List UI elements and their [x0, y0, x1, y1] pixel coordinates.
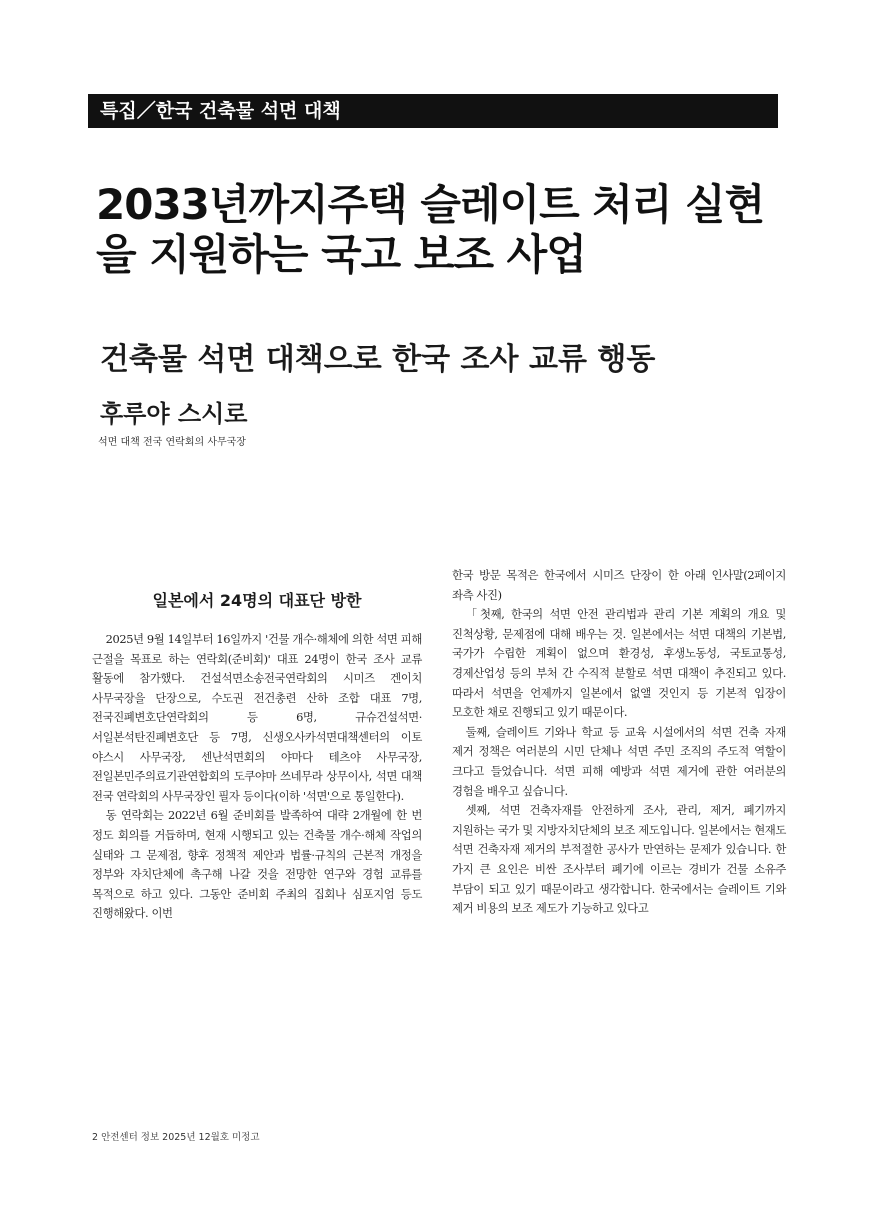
article-title-line-1: 2033년까지주택 슬레이트 처리 실현: [96, 180, 765, 229]
left-column: [92, 590, 422, 924]
section-heading: 일본에서 24명의 대표단 방한: [152, 591, 362, 610]
author-role: 석면 대책 전국 연락회의 사무국장: [98, 437, 246, 448]
right-paragraph-1: 한국 방문 목적은 한국에서 시미즈 단장이 한 아래 인사말(2페이지 좌측 사진): [452, 568, 786, 602]
article-title-line-2: 을 지원하는 국고 보조 사업: [96, 230, 586, 279]
page-footer: 2 안전센터 정보 2025년 12월호 미정고: [92, 1132, 260, 1143]
left-paragraph-2: 동 연락회는 2022년 6월 준비회를 발족하여 대략 2개월에 한 번 정도 회의를 거듭하며, 현재 시행되고 있는 건축물 개수·해체 작업의 실태와 그 문제점, 향후 정책적 제안과 법률·규칙의 근본적 개정을 정부와 자치단체에 촉구해 나갈 것을 전망한 연구와 경험 교류를 목적으로 하고 있다. 그동안 준비회 주최의 집회나 심포지엄 등도 진행해왔다. 이번: [92, 808, 422, 921]
section-banner: 특집／한국 건축물 석면 대책: [88, 94, 778, 128]
right-column: [452, 566, 786, 919]
article-title: [96, 180, 796, 280]
right-paragraph-4: 셋째, 석면 건축자재를 안전하게 조사, 관리, 제거, 폐기까지 지원하는 국가 및 지방자치단체의 보조 제도입니다. 일본에서는 현재도 석면 건축자재 제거의 부적절한 공사가 만연하는 문제가 있습니다. 한 가지 큰 요인은 비싼 조사부터 폐기에 이르는 경비가 건물 소유주 부담이 되고 있기 때문이라고 생각합니다. 한국에서는 슬레이트 기와 제거 비용의 보조 제도가 기능하고 있다고: [452, 803, 786, 916]
author-name: 후루야 스시로: [100, 400, 248, 428]
article-subtitle: 건축물 석면 대책으로 한국 조사 교류 행동: [100, 342, 656, 377]
right-paragraph-3: 둘째, 슬레이트 기와나 학교 등 교육 시설에서의 석면 건축 자재 제거 정책은 여러분의 시민 단체나 석면 주민 조직의 주도적 역할이 크다고 들었습니다. 석면 피해 예방과 석면 제거에 관한 여러분의 경험을 배우고 싶습니다.: [452, 724, 786, 798]
right-paragraph-2: 「첫째, 한국의 석면 안전 관리법과 관리 기본 계획의 개요 및 진척상황, 문제점에 대해 배우는 것. 일본에서는 석면 대책의 기본법, 국가가 수립한 계획이 없으며 환경성, 후생노동성, 국토교통성, 경제산업성 등의 부처 간 수직적 분할로 석면 대책이 추진되고 있다. 따라서 석면을 언제까지 일본에서 없앨 것인지 등 기본적 입장이 모호한 채로 진행되고 있기 때문이다.: [452, 607, 786, 720]
left-paragraph-1: 2025년 9월 14일부터 16일까지 '건물 개수·해체에 의한 석면 피해 근절을 목표로 하는 연락회(준비회)' 대표 24명이 한국 조사 교류 활동에 참가했다. 건설석면소송전국연락회의 시미즈 겐이치 사무국장을 단장으로, 수도권 전건총련 산하 조합 대표 7명, 전국진폐변호단연락회의 등 6명, 규슈건설석면·서일본석탄진폐변호단 등 7명, 신생오사카석면대책센터의 이토 야스시 사무국장, 센난석면회의 야마다 테츠야 사무국장, 전일본민주의료기관연합회의 도쿠야마 쓰네무라 상무이사, 석면 대책 전국 연락회의 사무국장인 필자 등이다(이하 '석면'으로 통일한다).: [92, 632, 422, 803]
